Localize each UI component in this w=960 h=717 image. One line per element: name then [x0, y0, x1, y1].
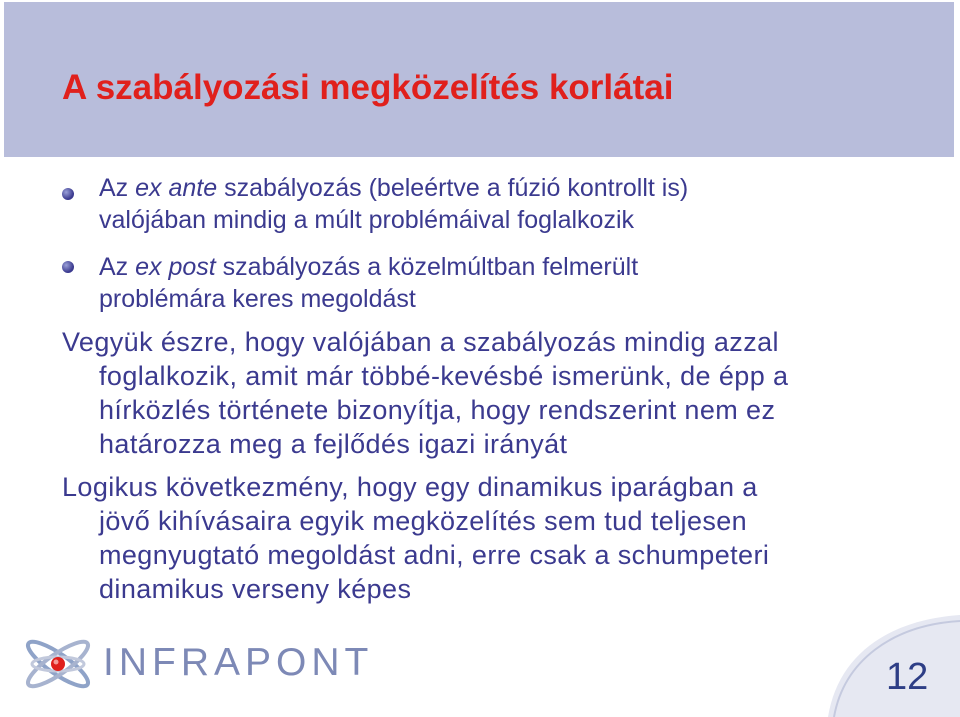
- bullet-2-line-2: problémára keres megoldást: [99, 285, 416, 313]
- text-run: szabályozás a közelmúltban felmerült: [215, 253, 639, 281]
- paragraph-1-line-3: hírközlés története bizonyítja, hogy rendszerint nem ez: [99, 395, 776, 425]
- text-run: szabályozás (beleértve a fúzió kontrollt is): [217, 174, 689, 202]
- paragraph-2-line-4: dinamikus verseny képes: [99, 574, 412, 604]
- page-number: 12: [886, 656, 929, 698]
- bullet-dot-icon: [62, 188, 74, 200]
- emphasis-ex-post: ex post: [135, 253, 216, 281]
- paragraph-2-line-1: Logikus következmény, hogy egy dinamikus iparágban a: [62, 472, 758, 502]
- text-run: Az: [99, 174, 136, 202]
- bullet-1-line-2: valójában mindig a múlt problémáival foglalkozik: [99, 206, 634, 234]
- emphasis-ex-ante: ex ante: [135, 174, 218, 202]
- logo-wordmark: INFRAPONT: [103, 641, 374, 684]
- paragraph-1-line-4: határozza meg a fejlődés igazi irányát: [99, 429, 568, 459]
- slide-title: A szabályozási megközelítés korlátai: [62, 68, 674, 107]
- bullet-dot-icon: [62, 261, 74, 273]
- text-run: Az: [99, 253, 136, 281]
- bullet-1-line-1: [99, 172, 688, 204]
- bullet-2-line-1: [99, 251, 638, 283]
- paragraph-2-line-2: jövő kihívásaira egyik megközelítés sem tud teljesen: [99, 506, 748, 536]
- paragraph-1-line-1: Vegyük észre, hogy valójában a szabályozás mindig azzal: [62, 327, 779, 357]
- paragraph-2-line-3: megnyugtató megoldást adni, erre csak a schumpeteri: [99, 540, 770, 570]
- paragraph-1-line-2: foglalkozik, amit már többé-kevésbé ismerünk, de épp a: [99, 361, 789, 391]
